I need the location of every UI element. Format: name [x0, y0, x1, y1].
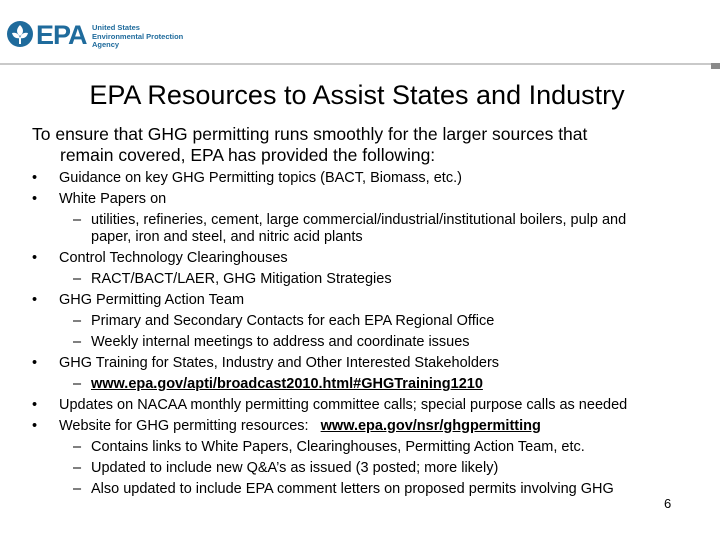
- bullet-icon: •: [32, 292, 38, 308]
- epa-flower-icon: [6, 20, 34, 48]
- sub-list-item: [0, 374, 720, 395]
- list-item: • White Papers on: [0, 189, 720, 210]
- list-item: • GHG Training for States, Industry and Other Interested Stakeholders: [0, 353, 720, 374]
- dash-icon: –: [73, 481, 82, 497]
- intro-text: To ensure that GHG permitting runs smoothly for the larger sources that remain covered, EPA has provided the following:: [32, 124, 588, 165]
- ghg-training-link[interactable]: www.epa.gov/apti/broadcast2010.html#GHGTraining1210: [91, 376, 483, 392]
- epa-wordmark: EPA: [36, 20, 87, 50]
- sub-list-item: – Primary and Secondary Contacts for each EPA Regional Office: [0, 311, 720, 332]
- sub-list-item-continued: paper, iron and steel, and nitric acid plants: [91, 229, 363, 245]
- sub-list-item: – Contains links to White Papers, Clearinghouses, Permitting Action Team, etc.: [0, 437, 720, 458]
- list-item: • Website for GHG permitting resources: www.epa.gov/nsr/ghgpermitting: [0, 416, 720, 437]
- dash-icon: –: [73, 460, 82, 476]
- list-item: • Control Technology Clearinghouses: [0, 248, 720, 269]
- ghg-permitting-link[interactable]: www.epa.gov/nsr/ghgpermitting: [320, 418, 541, 434]
- dash-icon: –: [73, 313, 82, 329]
- slide-title: EPA Resources to Assist States and Industry: [89, 80, 625, 110]
- page-number: 6: [664, 496, 672, 511]
- dash-icon: –: [73, 376, 82, 392]
- bullet-icon: •: [32, 418, 38, 434]
- dash-icon: –: [73, 334, 82, 350]
- header-rule: [0, 63, 720, 65]
- bullet-icon: •: [32, 397, 38, 413]
- bullet-icon: •: [32, 170, 38, 186]
- list-item: • GHG Permitting Action Team: [0, 290, 720, 311]
- dash-icon: –: [73, 271, 82, 287]
- header-accent: [711, 63, 720, 69]
- sub-list-item: – Also updated to include EPA comment letters on proposed permits involving GHG: [0, 479, 720, 500]
- bullet-icon: •: [32, 191, 38, 207]
- header: [0, 0, 720, 68]
- sub-list-item: – Updated to include new Q&A’s as issued (3 posted; more likely): [0, 458, 720, 479]
- bullet-icon: •: [32, 250, 38, 266]
- bullet-icon: •: [32, 355, 38, 371]
- sub-list-item: – RACT/BACT/LAER, GHG Mitigation Strategies: [0, 269, 720, 290]
- dash-icon: –: [73, 212, 82, 228]
- epa-logo: [6, 20, 206, 60]
- list-item: • Updates on NACAA monthly permitting committee calls; special purpose calls as needed: [0, 395, 720, 416]
- list-item: • Guidance on key GHG Permitting topics (BACT, Biomass, etc.): [0, 168, 720, 189]
- agency-name: United States Environmental Protection Agency: [92, 23, 184, 49]
- dash-icon: –: [73, 439, 82, 455]
- sub-list-item: – Weekly internal meetings to address and coordinate issues: [0, 332, 720, 353]
- sub-list-item: – utilities, refineries, cement, large commercial/industrial/institutional boilers, pulp and: [0, 210, 720, 231]
